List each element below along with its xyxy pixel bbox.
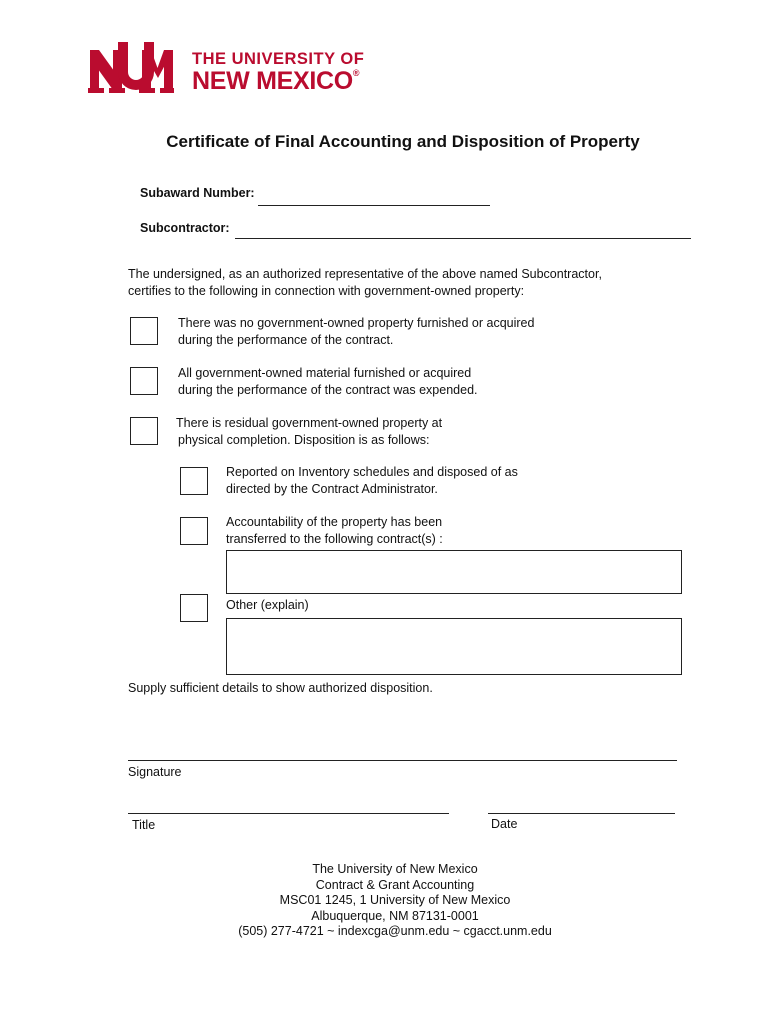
sub-option-other-label: Other (explain) — [226, 598, 309, 612]
footer-line2: Contract & Grant Accounting — [315, 877, 475, 892]
material-expended-checkbox[interactable] — [130, 367, 158, 395]
logo-line1: THE UNIVERSITY OF — [192, 50, 365, 68]
logo-line2-text: NEW MEXICO — [192, 67, 353, 95]
sub-option-transferred-line1: Accountability of the property has been — [226, 515, 443, 529]
subcontractor-label: Subcontractor: — [140, 221, 230, 235]
contracts-text-box[interactable] — [226, 550, 682, 594]
option-no-property-line1: There was no government-owned property furnished or acquired — [178, 316, 535, 330]
sub-option-inventory-line1: Reported on Inventory schedules and disposed of as — [226, 465, 518, 479]
no-property-checkbox[interactable] — [130, 317, 158, 345]
intro-line2: certifies to the following in connection with government-owned property: — [128, 284, 525, 298]
title-label: Title — [132, 818, 156, 832]
subaward-label: Subaward Number: — [140, 186, 255, 200]
sub-option-transferred-line2: transferred to the following contract(s) : — [226, 532, 443, 546]
accountability-transferred-checkbox[interactable] — [180, 517, 208, 545]
signature-field[interactable] — [128, 760, 677, 761]
date-label: Date — [491, 817, 518, 831]
page-title: Certificate of Final Accounting and Disposition of Property — [166, 132, 640, 151]
registered-mark: ® — [352, 68, 360, 78]
residual-property-checkbox[interactable] — [130, 417, 158, 445]
option-no-property-line2: during the performance of the contract. — [178, 333, 394, 347]
footer-address — [0, 862, 770, 940]
sub-option-inventory-line2: directed by the Contract Administrator. — [226, 482, 438, 496]
intro-line1: The undersigned, as an authorized representative of the above named Subcontractor, — [128, 267, 602, 281]
unm-logo — [88, 42, 388, 104]
inventory-disposed-checkbox[interactable] — [180, 467, 208, 495]
title-field[interactable] — [128, 813, 449, 814]
supply-note: Supply sufficient details to show authorized disposition. — [128, 681, 433, 695]
footer-line3: MSC01 1245, 1 University of New Mexico — [279, 893, 511, 907]
footer-line1: The University of New Mexico — [312, 862, 478, 876]
unm-monogram-icon — [88, 42, 174, 102]
subcontractor-field[interactable] — [235, 238, 691, 239]
option-expended-line2: during the performance of the contract was expended. — [178, 383, 478, 397]
logo-line2 — [192, 69, 359, 94]
footer-line4: Albuquerque, NM 87131-0001 — [311, 908, 479, 923]
option-expended-line1: All government-owned material furnished or acquired — [178, 366, 472, 380]
footer-line5: (505) 277-4721 ~ indexcga@unm.edu ~ cgacct.unm.edu — [238, 924, 552, 938]
option-residual-line2: physical completion. Disposition is as follows: — [178, 433, 430, 447]
other-checkbox[interactable] — [180, 594, 208, 622]
option-residual-line1: There is residual government-owned property at — [176, 416, 443, 430]
other-explain-text-box[interactable] — [226, 618, 682, 675]
signature-label: Signature — [128, 765, 182, 779]
date-field[interactable] — [488, 813, 675, 814]
subaward-number-field[interactable] — [258, 205, 490, 206]
